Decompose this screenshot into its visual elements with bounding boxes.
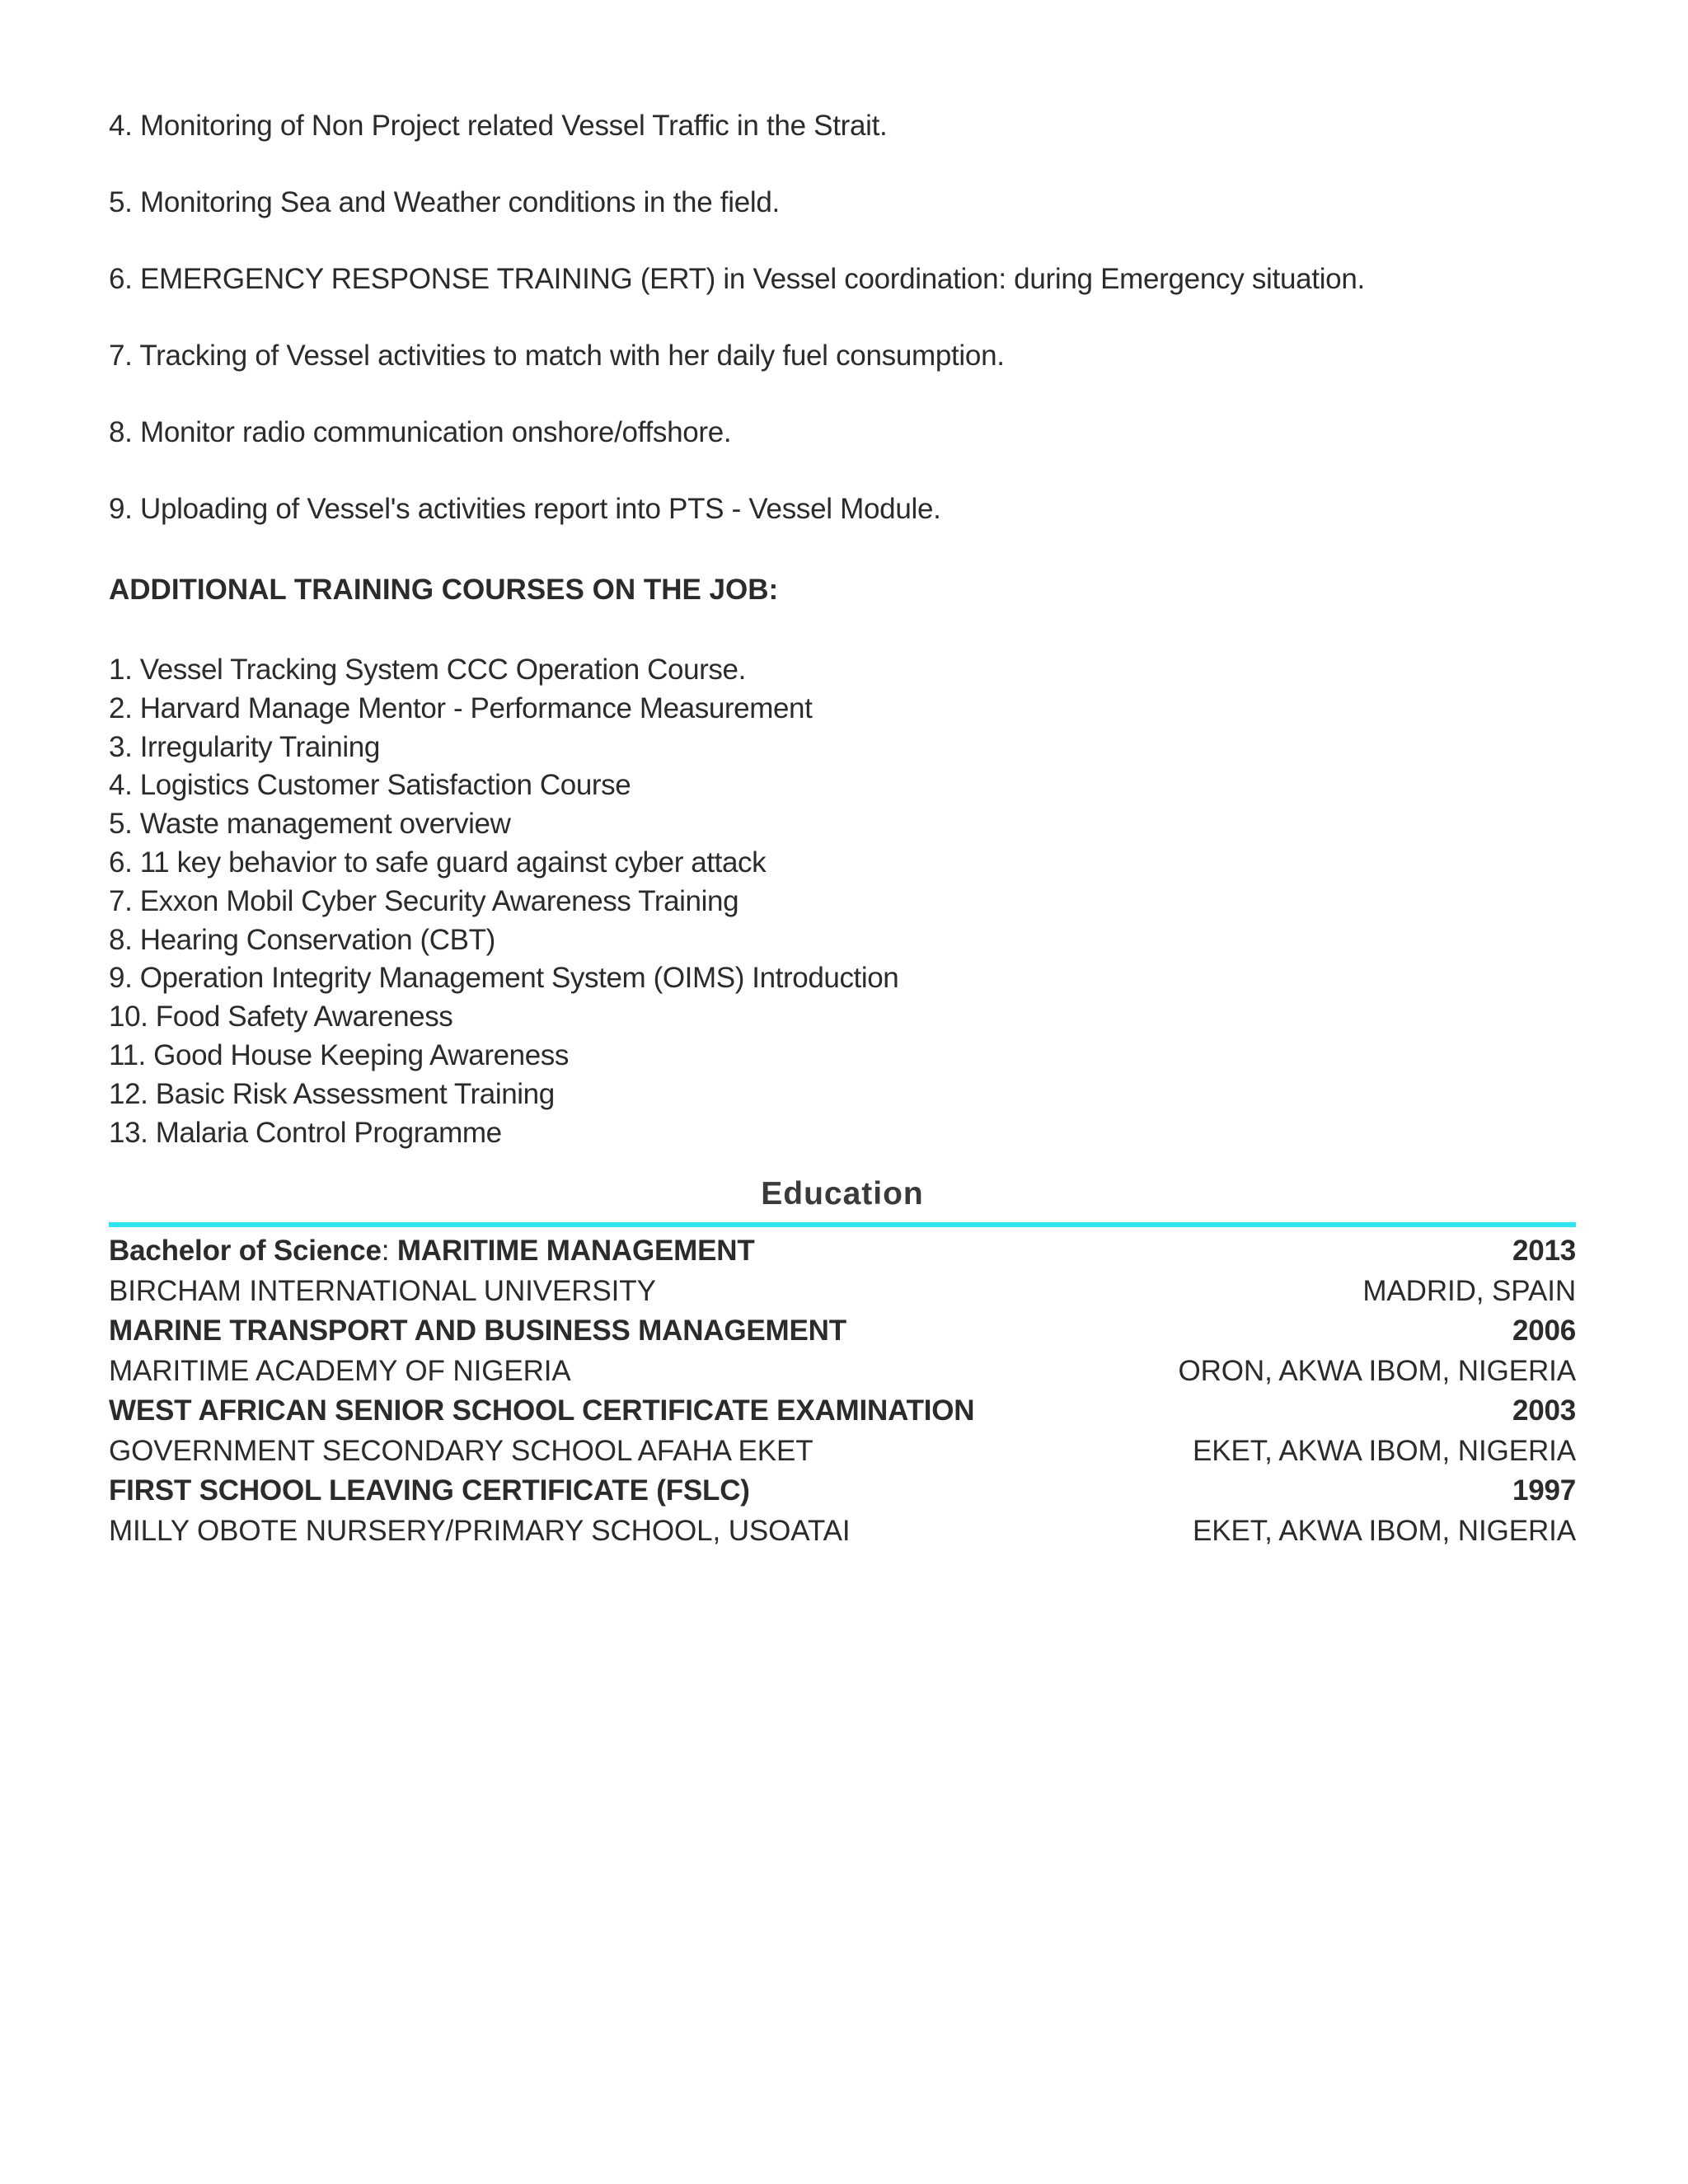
training-item: 8. Hearing Conservation (CBT)	[109, 923, 495, 956]
school-location: EKET, AKWA IBOM, NIGERIA	[1192, 1434, 1576, 1467]
school-name: MILLY OBOTE NURSERY/PRIMARY SCHOOL, USOATAI	[109, 1514, 851, 1547]
degree-year: 2013	[1512, 1235, 1576, 1267]
degree-prefix: Bachelor of Science	[109, 1235, 382, 1267]
degree-name: WEST AFRICAN SENIOR SCHOOL CERTIFICATE EXAMINATION	[109, 1394, 975, 1427]
training-item: 7. Exxon Mobil Cyber Security Awareness Training	[109, 884, 739, 917]
training-item: 10. Food Safety Awareness	[109, 1001, 453, 1033]
degree-year: 1997	[1512, 1474, 1576, 1507]
school-location: EKET, AKWA IBOM, NIGERIA	[1192, 1514, 1576, 1547]
school-location: ORON, AKWA IBOM, NIGERIA	[1178, 1354, 1576, 1387]
degree-separator: :	[381, 1235, 390, 1267]
duty-item: 6. EMERGENCY RESPONSE TRAINING (ERT) in Vessel coordination: during Emergency situation.	[109, 263, 1365, 295]
training-item: 9. Operation Integrity Management System (OIMS) Introduction	[109, 962, 899, 995]
training-item: 5. Waste management overview	[109, 808, 511, 841]
degree-name: MARINE TRANSPORT AND BUSINESS MANAGEMENT	[109, 1315, 846, 1347]
training-item: 13. Malaria Control Programme	[109, 1116, 502, 1149]
school-name: GOVERNMENT SECONDARY SCHOOL AFAHA EKET	[109, 1434, 814, 1467]
education-degree-row	[109, 1311, 1576, 1352]
education-school-row	[109, 1511, 1576, 1552]
training-item: 11. Good House Keeping Awareness	[109, 1038, 569, 1071]
school-name: BIRCHAM INTERNATIONAL UNIVERSITY	[109, 1274, 656, 1307]
education-degree-row	[109, 1231, 1576, 1272]
duty-item: 8. Monitor radio communication onshore/offshore.	[109, 416, 732, 448]
training-list	[109, 651, 898, 1152]
training-item: 3. Irregularity Training	[109, 730, 380, 763]
education-heading: Education	[761, 1176, 924, 1212]
duty-item: 7. Tracking of Vessel activities to match with her daily fuel consumption.	[109, 340, 1005, 372]
training-item: 12. Basic Risk Assessment Training	[109, 1077, 555, 1110]
degree-year: 2003	[1512, 1394, 1576, 1427]
training-item: 2. Harvard Manage Mentor - Performance Measurement	[109, 691, 813, 724]
degree-year: 2006	[1512, 1315, 1576, 1347]
education-school-row	[109, 1432, 1576, 1472]
duty-item: 4. Monitoring of Non Project related Vessel Traffic in the Strait.	[109, 110, 888, 142]
education-degree-row	[109, 1391, 1576, 1432]
education-school-row	[109, 1352, 1576, 1392]
education-list	[109, 1231, 1576, 1551]
training-item: 6. 11 key behavior to safe guard against cyber attack	[109, 846, 767, 879]
duty-item: 5. Monitoring Sea and Weather conditions in the field.	[109, 186, 780, 218]
school-name: MARITIME ACADEMY OF NIGERIA	[109, 1354, 571, 1387]
duties-list	[109, 110, 1576, 569]
school-location: MADRID, SPAIN	[1362, 1274, 1576, 1307]
training-item: 4. Logistics Customer Satisfaction Course	[109, 769, 631, 802]
education-divider	[109, 1222, 1576, 1227]
training-item: 1. Vessel Tracking System CCC Operation Course.	[109, 654, 746, 686]
education-school-row	[109, 1272, 1576, 1312]
training-heading: ADDITIONAL TRAINING COURSES ON THE JOB:	[109, 574, 779, 606]
duty-item: 9. Uploading of Vessel's activities report into PTS - Vessel Module.	[109, 493, 941, 525]
education-degree-row	[109, 1471, 1576, 1511]
degree-name: FIRST SCHOOL LEAVING CERTIFICATE (FSLC)	[109, 1474, 750, 1507]
degree-name: MARITIME MANAGEMENT	[396, 1235, 755, 1267]
degree-title	[109, 1231, 755, 1272]
